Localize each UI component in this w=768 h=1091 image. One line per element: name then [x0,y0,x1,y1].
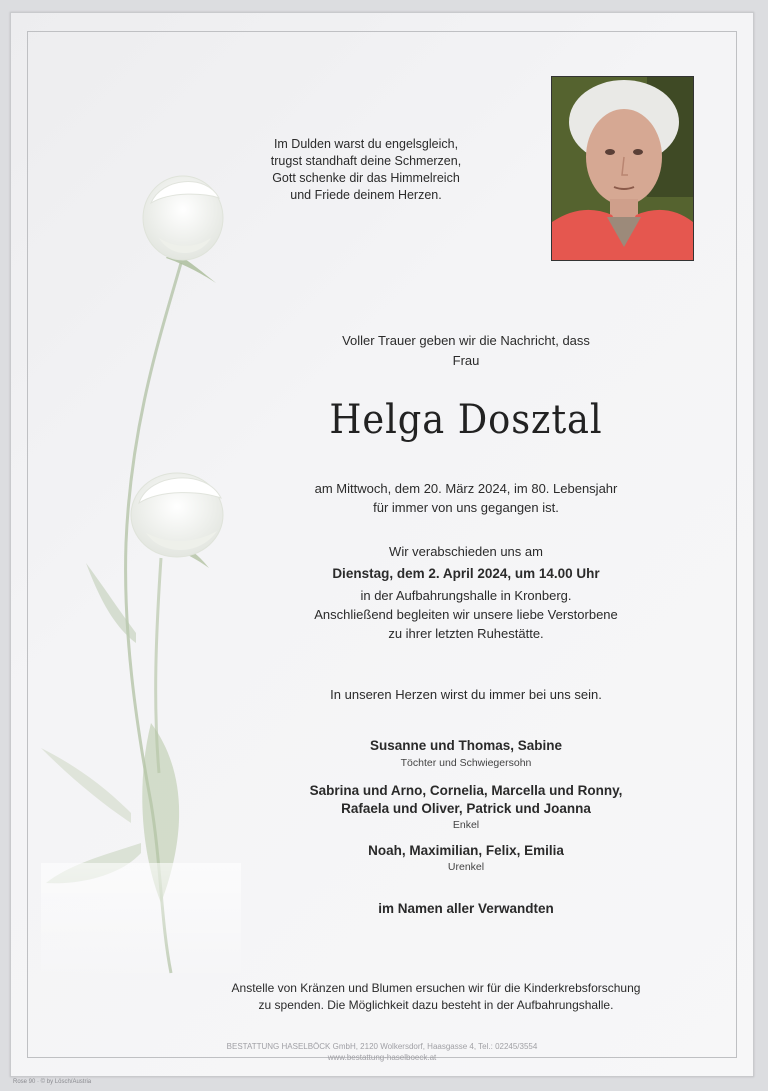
salutation: Frau [452,353,480,368]
obituary-sheet [10,12,754,1085]
poem-line: Im Dulden warst du engelsgleich, [273,137,459,151]
announcement-intro: Voller Trauer geben wir die Nachricht, dass [342,333,590,348]
donation-note [141,980,731,1014]
donation-line: Anstelle von Kränzen und Blumen ersuchen wir für die Kinderkrebsforschung [231,981,641,995]
motto: In unseren Herzen wirst du immer bei uns sein. [330,687,602,702]
death-date-line: am Mittwoch, dem 20. März 2024, im 80. Lebensjahr [314,481,618,496]
mourner-names: Susanne und Thomas, Sabine [369,738,563,753]
poem-line: Gott schenke dir das Himmelreich [272,171,460,185]
funeral-date: Dienstag, dem 2. April 2024, um 14.00 Uhr [332,566,600,581]
mourner-role: Enkel [452,819,480,831]
mourner-role: Töchter und Schwiegersohn [400,757,532,769]
poem-line: trugst standhaft deine Schmerzen, [270,154,462,168]
donation-line: zu spenden. Die Möglichkeit dazu besteht in der Aufbahrungshalle. [258,998,614,1012]
poem [251,136,481,204]
funeral-home-website: www.bestattung-haselboeck.at [327,1053,437,1062]
poem-line: und Friede deinem Herzen. [290,188,442,202]
farewell-intro: Wir verabschieden uns am [389,544,543,559]
death-line-2: für immer von uns gegangen ist. [373,500,559,515]
mourner-names: Noah, Maximilian, Felix, Emilia [368,843,564,858]
mourner-names: Rafaela und Oliver, Patrick und Joanna [341,801,591,816]
print-stamp: Rose 90 · © by Lösch/Austria [13,1079,92,1085]
funeral-home-address: BESTATTUNG HASELBÖCK GmbH, 2120 Wolkersdorf, Haasgasse 4, Tel.: 02245/3554 [226,1042,538,1051]
deceased-name: Helga Dosztal [329,397,603,443]
funeral-note: Anschließend begleiten wir unsere liebe Verstorbene [314,607,618,622]
mourner-role: Urenkel [447,861,485,873]
closing-line: im Namen aller Verwandten [378,901,554,916]
deceased-portrait [551,76,694,261]
white-rose-illustration [41,163,241,983]
funeral-note-2: zu ihrer letzten Ruhestätte. [388,626,544,641]
mourner-names: Sabrina und Arno, Cornelia, Marcella und Ronny, [309,783,623,798]
funeral-location: in der Aufbahrungshalle in Kronberg. [360,588,572,603]
